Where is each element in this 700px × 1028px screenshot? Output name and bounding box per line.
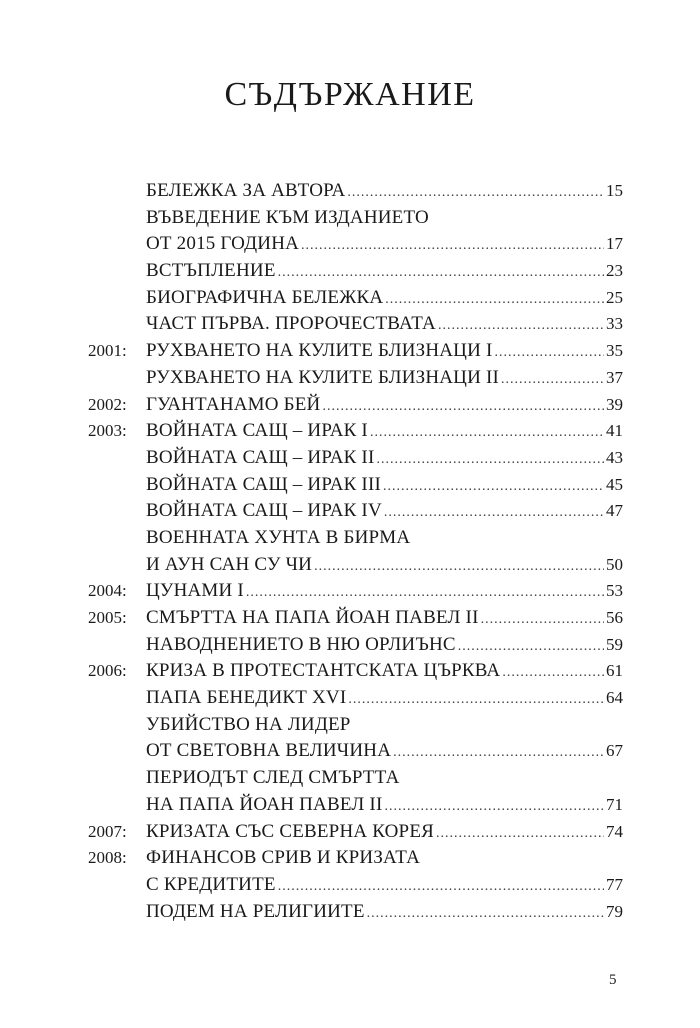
toc-entry-title: НАВОДНЕНИЕТО В НЮ ОРЛИЪНС	[146, 633, 456, 655]
toc-dot-leader	[458, 634, 604, 661]
toc-entry	[88, 845, 623, 872]
toc-entry-page: 33	[606, 314, 623, 334]
toc-dot-leader	[322, 394, 604, 421]
toc-entry	[88, 338, 623, 365]
toc-entry-year: 2007:	[88, 821, 127, 841]
toc-entry	[88, 819, 623, 846]
toc-entry	[88, 472, 623, 499]
toc-entry	[88, 445, 623, 472]
toc-dot-leader	[377, 447, 605, 474]
toc-dot-leader	[385, 287, 604, 314]
toc-entry-title: С КРЕДИТИТЕ	[146, 873, 276, 895]
toc-entry-year: 2008:	[88, 848, 127, 868]
page-number: 5	[609, 972, 617, 988]
toc-entry	[88, 685, 623, 712]
toc-dot-leader	[384, 500, 604, 527]
toc-entry-title: КРИЗАТА СЪС СЕВЕРНА КОРЕЯ	[146, 820, 435, 842]
toc-entry	[88, 311, 623, 338]
toc-entry-page: 25	[606, 287, 623, 307]
toc-entry-title: ГУАНТАНАМО БЕЙ	[146, 393, 321, 415]
toc-entry-title: ПОДЕМ НА РЕЛИГИИТЕ	[146, 900, 365, 922]
toc-entry-page: 53	[606, 581, 623, 601]
toc-entry-title: КРИЗА В ПРОТЕСТАНТСКАТА ЦЪРКВА	[146, 660, 501, 682]
toc-dot-leader	[393, 740, 604, 767]
toc-entry-title: ПАПА БЕНЕДИКТ XVI	[146, 687, 347, 709]
toc-entry-page: 37	[606, 367, 623, 387]
toc-entry-page: 45	[606, 474, 623, 494]
toc-entry-title: ВОЙНАТА САЩ – ИРАК III	[146, 473, 382, 495]
toc-entry-title: ОТ СВЕТОВНА ВЕЛИЧИНА	[146, 740, 392, 762]
toc-entry	[88, 658, 623, 685]
toc-entry-page: 17	[606, 234, 623, 254]
toc-dot-leader	[383, 474, 604, 501]
toc-entry-page: 61	[606, 661, 623, 681]
toc-entry-year: 2004:	[88, 581, 127, 601]
toc-dot-leader	[438, 313, 604, 340]
toc-entry-page: 39	[606, 394, 623, 414]
toc-entry-page: 74	[606, 821, 623, 841]
toc-dot-leader	[246, 580, 604, 607]
toc-entry	[88, 205, 623, 232]
toc-entry-page: 35	[606, 341, 623, 361]
toc-dot-leader	[502, 660, 604, 687]
toc-entry	[88, 605, 623, 632]
toc-entry-title: СМЪРТТА НА ПАПА ЙОАН ПАВЕЛ II	[146, 607, 479, 628]
toc-entry-title: ВСТЪПЛЕНИЕ	[146, 260, 276, 282]
toc-entry-page: 15	[606, 181, 623, 200]
toc-entry-year: 2001:	[88, 341, 127, 361]
toc-entry-page: 43	[606, 447, 623, 467]
toc-entry	[88, 552, 623, 579]
toc-entry-year: 2003:	[88, 421, 127, 441]
toc-entry-title: РУХВАНЕТО НА КУЛИТЕ БЛИЗНАЦИ I	[146, 340, 493, 362]
toc-entry-page: 67	[606, 741, 623, 761]
toc-entry-page: 41	[606, 421, 623, 441]
toc-dot-leader	[367, 901, 604, 928]
toc-dot-leader	[348, 687, 604, 714]
toc-entry-page: 47	[606, 501, 623, 521]
toc-entry-title: ЦУНАМИ I	[146, 580, 244, 602]
toc-entry-page: 71	[606, 794, 623, 814]
toc-dot-leader	[278, 874, 604, 901]
toc-entry-page: 50	[606, 554, 623, 574]
toc-entry	[88, 418, 623, 445]
toc-entry-title: ПЕРИОДЪТ СЛЕД СМЪРТТА	[146, 767, 400, 789]
toc-dot-leader	[495, 340, 604, 367]
toc-entry-title: РУХВАНЕТО НА КУЛИТЕ БЛИЗНАЦИ II	[146, 366, 500, 388]
toc-entry	[88, 712, 623, 739]
toc-entry-year: 2002:	[88, 394, 127, 414]
toc-entry	[88, 231, 623, 258]
toc-entry-title: БИОГРАФИЧНА БЕЛЕЖКА	[146, 286, 384, 308]
table-of-contents	[88, 178, 623, 925]
toc-entry-page: 79	[606, 901, 623, 921]
toc-entry-title: ВОЙНАТА САЩ – ИРАК II	[146, 446, 375, 468]
toc-entry	[88, 792, 623, 819]
toc-dot-leader	[384, 794, 604, 821]
toc-entry	[88, 392, 623, 419]
toc-dot-leader	[314, 554, 604, 581]
toc-entry	[88, 765, 623, 792]
toc-entry	[88, 258, 623, 285]
toc-entry-title: ОТ 2015 ГОДИНА	[146, 233, 300, 255]
toc-dot-leader	[436, 821, 604, 848]
toc-entry-title: НА ПАПА ЙОАН ПАВЕЛ II	[146, 793, 383, 815]
toc-entry	[88, 899, 623, 926]
toc-entry-page: 56	[606, 608, 623, 627]
toc-entry-page: 23	[606, 261, 623, 281]
toc-entry-title: ВЪВЕДЕНИЕ КЪМ ИЗДАНИЕТО	[146, 206, 429, 228]
toc-entry	[88, 178, 623, 205]
toc-entry	[88, 525, 623, 552]
toc-entry	[88, 632, 623, 659]
toc-entry-page: 59	[606, 634, 623, 654]
toc-dot-leader	[481, 607, 604, 634]
toc-entry-title: ЧАСТ ПЪРВА. ПРОРОЧЕСТВАТА	[146, 313, 436, 335]
toc-entry-title: И АУН САН СУ ЧИ	[146, 553, 313, 575]
toc-dot-leader	[370, 420, 604, 447]
toc-entry-year: 2006:	[88, 661, 127, 681]
toc-entry	[88, 285, 623, 312]
page-title: СЪДЪРЖАНИЕ	[224, 76, 476, 113]
toc-entry-title: ВОЙНАТА САЩ – ИРАК IV	[146, 500, 382, 522]
toc-entry-title: ВОЕННАТА ХУНТА В БИРМА	[146, 526, 411, 548]
toc-dot-leader	[347, 180, 604, 207]
toc-entry-page: 77	[606, 874, 623, 894]
toc-entry-page: 64	[606, 688, 623, 708]
toc-entry-title: УБИЙСТВО НА ЛИДЕР	[146, 713, 351, 735]
toc-entry	[88, 498, 623, 525]
toc-entry-title: ВОЙНАТА САЩ – ИРАК I	[146, 420, 368, 442]
toc-entry	[88, 872, 623, 899]
toc-entry-title: ФИНАНСОВ СРИВ И КРИЗАТА	[146, 847, 421, 869]
toc-dot-leader	[301, 233, 604, 260]
toc-entry	[88, 365, 623, 392]
toc-entry	[88, 578, 623, 605]
toc-dot-leader	[278, 260, 604, 287]
toc-entry	[88, 738, 623, 765]
toc-entry-year: 2005:	[88, 608, 127, 627]
toc-dot-leader	[501, 367, 604, 394]
toc-entry-title: БЕЛЕЖКА ЗА АВТОРА	[146, 180, 346, 201]
